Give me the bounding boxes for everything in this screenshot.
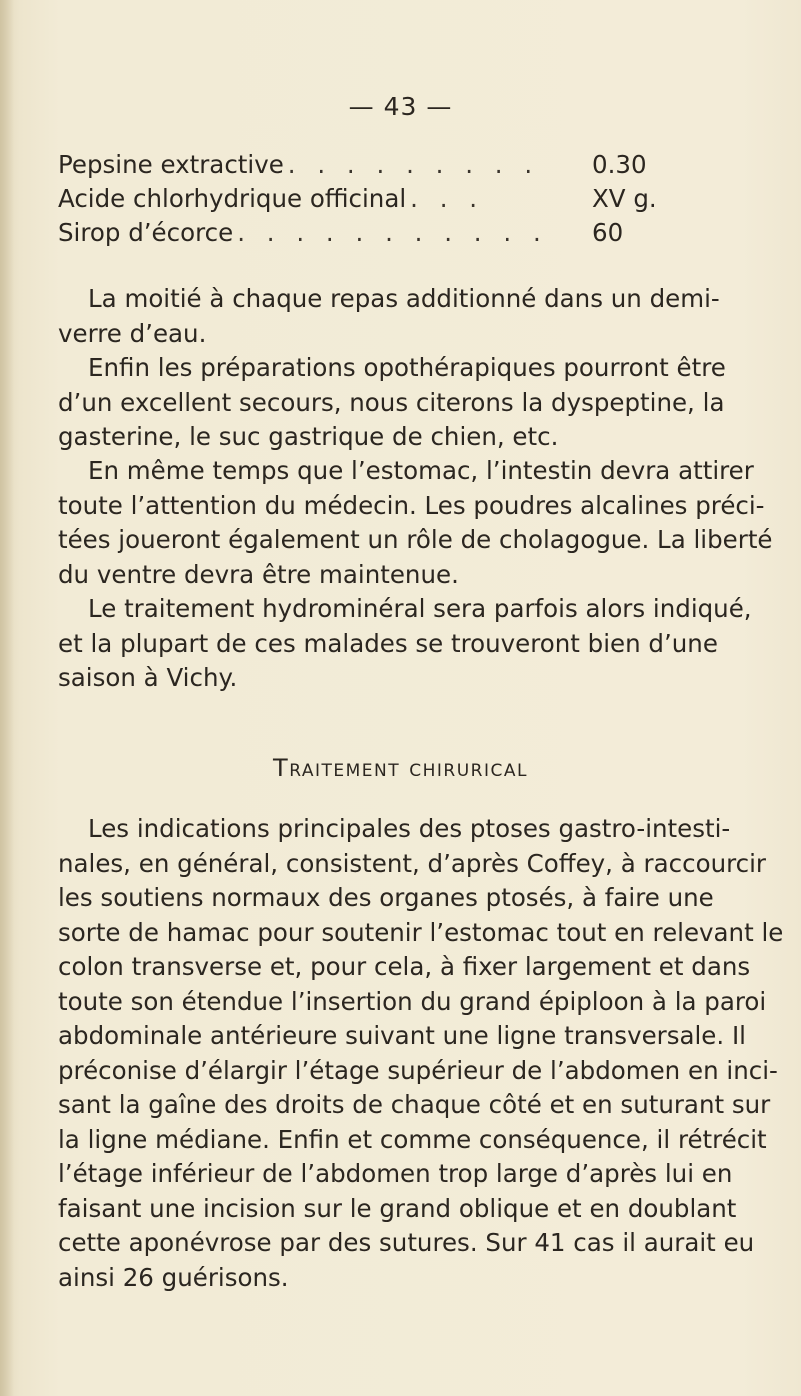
- prescription-item-dose: XV g.: [592, 184, 657, 213]
- prescription-list: [58, 148, 678, 250]
- text-line: faisant une incision sur le grand oblique et en doublant: [58, 1193, 737, 1223]
- text-line: Le traitement hydrominéral sera parfois alors indiqué,: [88, 594, 752, 623]
- paragraph-hydromineral: [58, 592, 752, 696]
- leader-dots: . . .: [410, 184, 485, 213]
- text-line: sorte de hamac pour soutenir l’estomac tout en relevant le: [58, 917, 784, 947]
- text-line: et la plupart de ces malades se trouveront bien d’une: [58, 628, 718, 658]
- page-binding-edge: [0, 0, 14, 1396]
- text-line: verre d’eau.: [58, 318, 207, 348]
- leader-dots: . . . . . . . . .: [287, 150, 540, 179]
- text-line: du ventre devra être maintenue.: [58, 559, 459, 589]
- text-line: d’un excellent secours, nous citerons la dyspeptine, la: [58, 387, 725, 417]
- text-line: Enfin les préparations opothérapiques pourront être: [88, 353, 726, 382]
- text-line: saison à Vichy.: [58, 663, 238, 692]
- text-line: les soutiens normaux des organes ptosés, à faire une: [58, 883, 714, 912]
- text-line: abdominale antérieure suivant une ligne transversale. Il: [58, 1021, 746, 1050]
- paragraph-intestine: [58, 454, 773, 592]
- paragraph-surgical-treatment: [58, 812, 784, 1295]
- text-line: cette aponévrose par des sutures. Sur 41 cas il aurait eu: [58, 1228, 755, 1257]
- prescription-item-dose: 60: [592, 218, 624, 247]
- text-line: gasterine, le suc gastrique de chien, etc.: [58, 422, 559, 451]
- text-line: l’étage inférieur de l’abdomen trop large d’après lui en: [58, 1159, 733, 1188]
- paragraph-opotherapy: [58, 351, 726, 455]
- prescription-item: [58, 182, 678, 216]
- text-line: toute son étendue l’insertion du grand épiploon à la paroi: [58, 986, 767, 1016]
- prescription-item-name: Pepsine extractive: [58, 150, 284, 179]
- text-line: toute l’attention du médecin. Les poudres alcalines préci-: [58, 490, 765, 520]
- text-line: préconise d’élargir l’étage supérieur de l’abdomen en inci-: [58, 1055, 778, 1085]
- text-line: nales, en général, consistent, d’après Coffey, à raccourcir: [58, 848, 766, 878]
- text-line: tées joueront également un rôle de cholagogue. La liberté: [58, 525, 773, 554]
- prescription-item-name: Acide chlorhydrique officinal: [58, 184, 407, 213]
- text-line: En même temps que l’estomac, l’intestin devra attirer: [88, 456, 754, 485]
- text-line: colon transverse et, pour cela, à fixer largement et dans: [58, 952, 751, 981]
- prescription-item-name: Sirop d’écorce: [58, 218, 234, 247]
- text-line: ainsi 26 guérisons.: [58, 1262, 289, 1292]
- section-heading: Traitement chirurical: [273, 754, 528, 782]
- text-line: sant la gaîne des droits de chaque côté et en suturant sur: [58, 1090, 771, 1119]
- text-line: La moitié à chaque repas additionné dans un demi-: [88, 284, 720, 313]
- text-line: Les indications principales des ptoses gastro-intesti-: [88, 814, 731, 843]
- paragraph-dosage: [58, 282, 720, 351]
- text-line: la ligne médiane. Enfin et comme conséquence, il rétrécit: [58, 1124, 767, 1154]
- prescription-item: [58, 216, 678, 250]
- prescription-item-dose: 0.30: [592, 150, 647, 179]
- page-number: — 43 —: [348, 92, 453, 121]
- prescription-item: [58, 148, 678, 182]
- leader-dots: . . . . . . . . . . .: [237, 218, 548, 247]
